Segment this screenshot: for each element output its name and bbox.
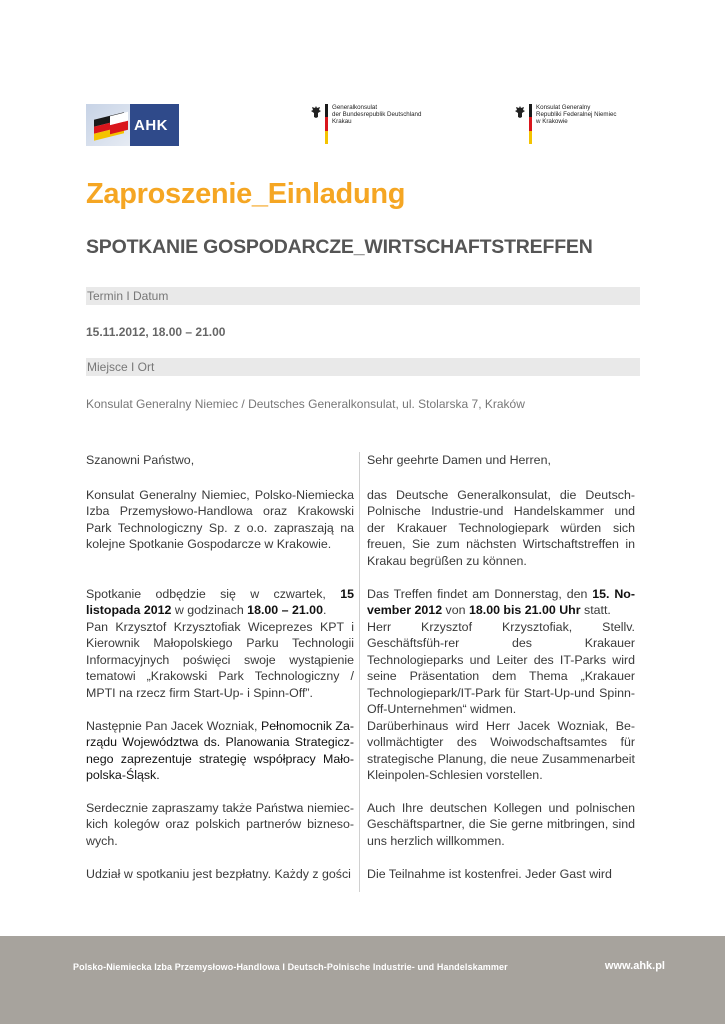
second-speaker-german: Darüberhinaus wird Herr Jacek Wozniak, Be-vollmächtigter des Woiwodschaftsamtes für strategische Planung, die neue Zusammenarbeit Kleinpolen-Schlesien vorstellen. bbox=[367, 719, 635, 783]
place-value: Konsulat Generalny Niemiec / Deutsches Generalkonsulat, ul. Stolarska 7, Kraków bbox=[86, 397, 525, 411]
german-flag-bar bbox=[529, 104, 532, 144]
intro-german: das Deutsche Generalkonsulat, die Deutsch-Polnische Industrie-und Handelskammer und der Krakauer Technologiepark würden sich freuen, Sie zum nächsten Wirtschaftstreffen in Krakau begrüßen zu können. bbox=[367, 488, 635, 568]
date-label: Termin I Datum bbox=[86, 287, 640, 305]
footer-website-link[interactable]: www.ahk.pl bbox=[604, 960, 665, 972]
footer-chamber-name: Polsko-Niemiecka Izba Przemysłowo-Handlowa I Deutsch-Polnische Industrie- und Handelskammer bbox=[73, 962, 508, 972]
german-flag-bar bbox=[325, 104, 328, 144]
generalkonsulat-logo bbox=[310, 104, 421, 144]
eagle-icon bbox=[310, 105, 322, 119]
place-label: Miejsce I Ort bbox=[86, 358, 640, 376]
page-title: Zaproszenie_Einladung bbox=[86, 178, 406, 210]
fee-paragraph-polish: Udział w spotkaniu jest bezpłatny. Każdy z gości bbox=[86, 867, 351, 881]
date-paragraph-german: Das Treffen findet am Donnerstag, den 15. No-vember 2012 von 18.00 bis 21.00 Uhr statt. bbox=[367, 587, 635, 618]
speaker-paragraph-polish: Pan Krzysztof Krzysztofiak Wiceprezes KPT i Kierownik Małopolskiego Parku Technologii Informacyjnych poświęci swoje wystąpienie tematowi „Krakowski Park Technologiczny / MPTI na rzecz firm Start-Up- i Spinn-Off”. bbox=[86, 620, 354, 700]
fee-paragraph-german: Die Teilnahme ist kostenfrei. Jeder Gast wird bbox=[367, 867, 612, 881]
konsulat-generalny-logo bbox=[514, 104, 616, 144]
generalkonsulat-logo-text: Generalkonsulat der Bundesrepublik Deutschland Krakau bbox=[332, 104, 422, 126]
flag-icon bbox=[86, 104, 130, 146]
date-paragraph-polish: Spotkanie odbędzie się w czwartek, 15 listopada 2012 w godzinach 18.00 – 21.00. bbox=[86, 587, 354, 618]
invitation-polish: Serdecznie zapraszamy także Państwa niemiec-kich kolegów oraz polskich partnerów bizneso-wych. bbox=[86, 801, 354, 848]
greeting-german: Sehr geehrte Damen und Herren, bbox=[367, 453, 551, 467]
column-divider bbox=[359, 452, 360, 892]
date-value: 15.11.2012, 18.00 – 21.00 bbox=[86, 325, 226, 339]
speaker-paragraph-german: Herr Krzysztof Krzysztofiak, Stellv. Geschäftsfüh-rer des Krakauer Technologieparks und Leiter des IT-Parks wird seine Präsentation dem Thema „Krakauer Technologiepark/IT-Park für Start-Up-und Spinn-Off-Unternehmen“ widmen. bbox=[367, 620, 635, 717]
page-subtitle: SPOTKANIE GOSPODARCZE_WIRTSCHAFTSTREFFEN bbox=[86, 236, 593, 258]
greeting-polish: Szanowni Państwo, bbox=[86, 453, 195, 467]
footer bbox=[0, 936, 725, 1024]
ahk-logo-text: AHK bbox=[134, 116, 168, 134]
second-speaker-polish: Następnie Pan Jacek Wozniak, Pełnomocnik Za-rządu Województwa ds. Planowania Strategicz-nego zaprezentuje strategię współpracy Mało-polska-Śląsk. bbox=[86, 719, 354, 783]
eagle-icon bbox=[514, 105, 526, 119]
intro-polish: Konsulat Generalny Niemiec, Polsko-Niemiecka Izba Przemysłowo-Handlowa oraz Krakowski Park Technologiczny Sp. z o.o. zapraszają na kolejne Spotkanie Gospodarcze w Krakowie. bbox=[86, 488, 354, 552]
ahk-logo bbox=[86, 104, 179, 146]
invitation-german: Auch Ihre deutschen Kollegen und polnischen Geschäftspartner, die Sie gerne mitbringen, sind uns herzlich willkommen. bbox=[367, 801, 635, 848]
konsulat-generalny-logo-text: Konsulat Generalny Republiki Federalnej Niemiec w Krakowie bbox=[536, 104, 617, 126]
